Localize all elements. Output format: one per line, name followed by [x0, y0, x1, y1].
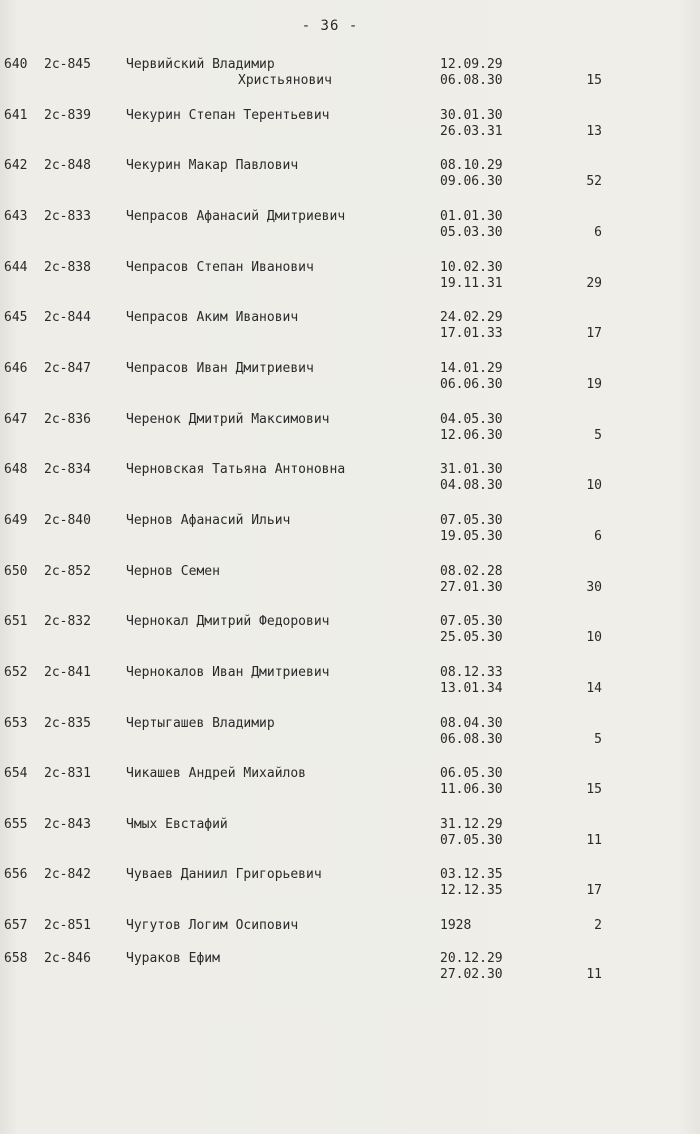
record-row — [0, 766, 700, 810]
record-sheet-count: 17 — [586, 883, 602, 898]
record-sheet-count: 13 — [586, 124, 602, 139]
record-number: 658 — [4, 951, 28, 966]
record-code: 2с-839 — [44, 108, 91, 123]
record-sheet-count: 2 — [594, 918, 602, 933]
record-start-date: 01.01.30 — [440, 209, 503, 224]
record-name: Чертыгашев Владимир — [126, 716, 275, 731]
record-start-date: 31.01.30 — [440, 462, 503, 477]
record-sheet-count: 15 — [586, 73, 602, 88]
record-number: 640 — [4, 57, 28, 72]
record-start-date: 07.05.30 — [440, 614, 503, 629]
record-sheet-count: 5 — [594, 428, 602, 443]
record-number: 646 — [4, 361, 28, 376]
record-code: 2с-845 — [44, 57, 91, 72]
record-start-date: 1928 — [440, 918, 472, 933]
record-code: 2с-832 — [44, 614, 91, 629]
record-end-date: 13.01.34 — [440, 681, 503, 696]
record-row — [0, 716, 700, 760]
record-code: 2с-833 — [44, 209, 91, 224]
record-number: 644 — [4, 260, 28, 275]
record-name: Чернокалов Иван Дмитриевич — [126, 665, 330, 680]
record-number: 656 — [4, 867, 28, 882]
record-number: 657 — [4, 918, 28, 933]
record-number: 652 — [4, 665, 28, 680]
record-end-date: 27.01.30 — [440, 580, 503, 595]
record-number: 651 — [4, 614, 28, 629]
record-start-date: 04.05.30 — [440, 412, 503, 427]
record-name: Чекурин Степан Терентьевич — [126, 108, 330, 123]
record-name: Чмых Евстафий — [126, 817, 228, 832]
record-end-date: 12.12.35 — [440, 883, 503, 898]
record-end-date: 07.05.30 — [440, 833, 503, 848]
record-row — [0, 209, 700, 253]
record-sheet-count: 10 — [586, 630, 602, 645]
record-end-date: 17.01.33 — [440, 326, 503, 341]
record-row — [0, 867, 700, 911]
record-start-date: 10.02.30 — [440, 260, 503, 275]
record-number: 654 — [4, 766, 28, 781]
record-start-date: 08.10.29 — [440, 158, 503, 173]
record-name: Черенок Дмитрий Максимович — [126, 412, 330, 427]
record-sheet-count: 52 — [586, 174, 602, 189]
record-name: Чикашев Андрей Михайлов — [126, 766, 307, 781]
record-number: 648 — [4, 462, 28, 477]
record-row — [0, 564, 700, 608]
record-start-date: 30.01.30 — [440, 108, 503, 123]
record-number: 653 — [4, 716, 28, 731]
record-start-date: 12.09.29 — [440, 57, 503, 72]
record-name: Чепрасов Афанасий Дмитриевич — [126, 209, 346, 224]
record-code: 2с-841 — [44, 665, 91, 680]
record-end-date: 26.03.31 — [440, 124, 503, 139]
record-sheet-count: 6 — [594, 225, 602, 240]
record-code: 2с-835 — [44, 716, 91, 731]
record-code: 2с-843 — [44, 817, 91, 832]
record-code: 2с-847 — [44, 361, 91, 376]
record-start-date: 08.02.28 — [440, 564, 503, 579]
record-name: Червийский Владимир — [126, 57, 275, 72]
record-number: 642 — [4, 158, 28, 173]
record-code: 2с-842 — [44, 867, 91, 882]
record-end-date: 09.06.30 — [440, 174, 503, 189]
record-row — [0, 260, 700, 304]
record-name: Чернов Семен — [126, 564, 220, 579]
record-end-date: 05.03.30 — [440, 225, 503, 240]
record-number: 647 — [4, 412, 28, 427]
record-end-date: 25.05.30 — [440, 630, 503, 645]
record-start-date: 31.12.29 — [440, 817, 503, 832]
record-row — [0, 665, 700, 709]
record-row — [0, 817, 700, 861]
record-end-date: 04.08.30 — [440, 478, 503, 493]
record-end-date: 06.06.30 — [440, 377, 503, 392]
record-sheet-count: 5 — [594, 732, 602, 747]
record-code: 2с-831 — [44, 766, 91, 781]
record-code: 2с-846 — [44, 951, 91, 966]
record-start-date: 06.05.30 — [440, 766, 503, 781]
record-number: 655 — [4, 817, 28, 832]
record-start-date: 24.02.29 — [440, 310, 503, 325]
record-number: 649 — [4, 513, 28, 528]
record-code: 2с-836 — [44, 412, 91, 427]
record-row — [0, 158, 700, 202]
record-name: Чернов Афанасий Ильич — [126, 513, 291, 528]
record-code: 2с-838 — [44, 260, 91, 275]
record-start-date: 08.04.30 — [440, 716, 503, 731]
record-name: Чуваев Даниил Григорьевич — [126, 867, 322, 882]
record-sheet-count: 29 — [586, 276, 602, 291]
record-code: 2с-844 — [44, 310, 91, 325]
record-sheet-count: 17 — [586, 326, 602, 341]
record-name: Чекурин Макар Павлович — [126, 158, 299, 173]
record-end-date: 12.06.30 — [440, 428, 503, 443]
record-name-continued: Христьянович — [238, 73, 332, 88]
record-sheet-count: 6 — [594, 529, 602, 544]
record-number: 641 — [4, 108, 28, 123]
record-name: Чураков Ефим — [126, 951, 220, 966]
record-sheet-count: 14 — [586, 681, 602, 696]
record-end-date: 11.06.30 — [440, 782, 503, 797]
record-name: Чугутов Логим Осипович — [126, 918, 299, 933]
record-code: 2с-834 — [44, 462, 91, 477]
record-end-date: 27.02.30 — [440, 967, 503, 982]
record-name: Чернокал Дмитрий Федорович — [126, 614, 330, 629]
record-name: Чепрасов Аким Иванович — [126, 310, 299, 325]
record-code: 2с-840 — [44, 513, 91, 528]
record-start-date: 08.12.33 — [440, 665, 503, 680]
record-code: 2с-848 — [44, 158, 91, 173]
record-start-date: 14.01.29 — [440, 361, 503, 376]
record-end-date: 19.11.31 — [440, 276, 503, 291]
record-row — [0, 361, 700, 405]
record-code: 2с-851 — [44, 918, 91, 933]
record-row — [0, 951, 700, 995]
record-end-date: 06.08.30 — [440, 732, 503, 747]
record-sheet-count: 11 — [586, 967, 602, 982]
record-sheet-count: 15 — [586, 782, 602, 797]
record-start-date: 07.05.30 — [440, 513, 503, 528]
record-row — [0, 462, 700, 506]
record-name: Чепрасов Степан Иванович — [126, 260, 314, 275]
record-start-date: 20.12.29 — [440, 951, 503, 966]
page-number: - 36 - — [301, 18, 359, 34]
record-number: 643 — [4, 209, 28, 224]
record-row — [0, 614, 700, 658]
record-start-date: 03.12.35 — [440, 867, 503, 882]
record-row — [0, 412, 700, 456]
record-name: Черновская Татьяна Антоновна — [126, 462, 346, 477]
record-end-date: 19.05.30 — [440, 529, 503, 544]
record-sheet-count: 30 — [586, 580, 602, 595]
record-number: 645 — [4, 310, 28, 325]
record-sheet-count: 19 — [586, 377, 602, 392]
record-number: 650 — [4, 564, 28, 579]
record-code: 2с-852 — [44, 564, 91, 579]
record-row — [0, 513, 700, 557]
record-row — [0, 310, 700, 354]
record-end-date: 06.08.30 — [440, 73, 503, 88]
record-row — [0, 57, 700, 101]
record-sheet-count: 11 — [586, 833, 602, 848]
record-sheet-count: 10 — [586, 478, 602, 493]
record-row — [0, 108, 700, 152]
record-name: Чепрасов Иван Дмитриевич — [126, 361, 314, 376]
